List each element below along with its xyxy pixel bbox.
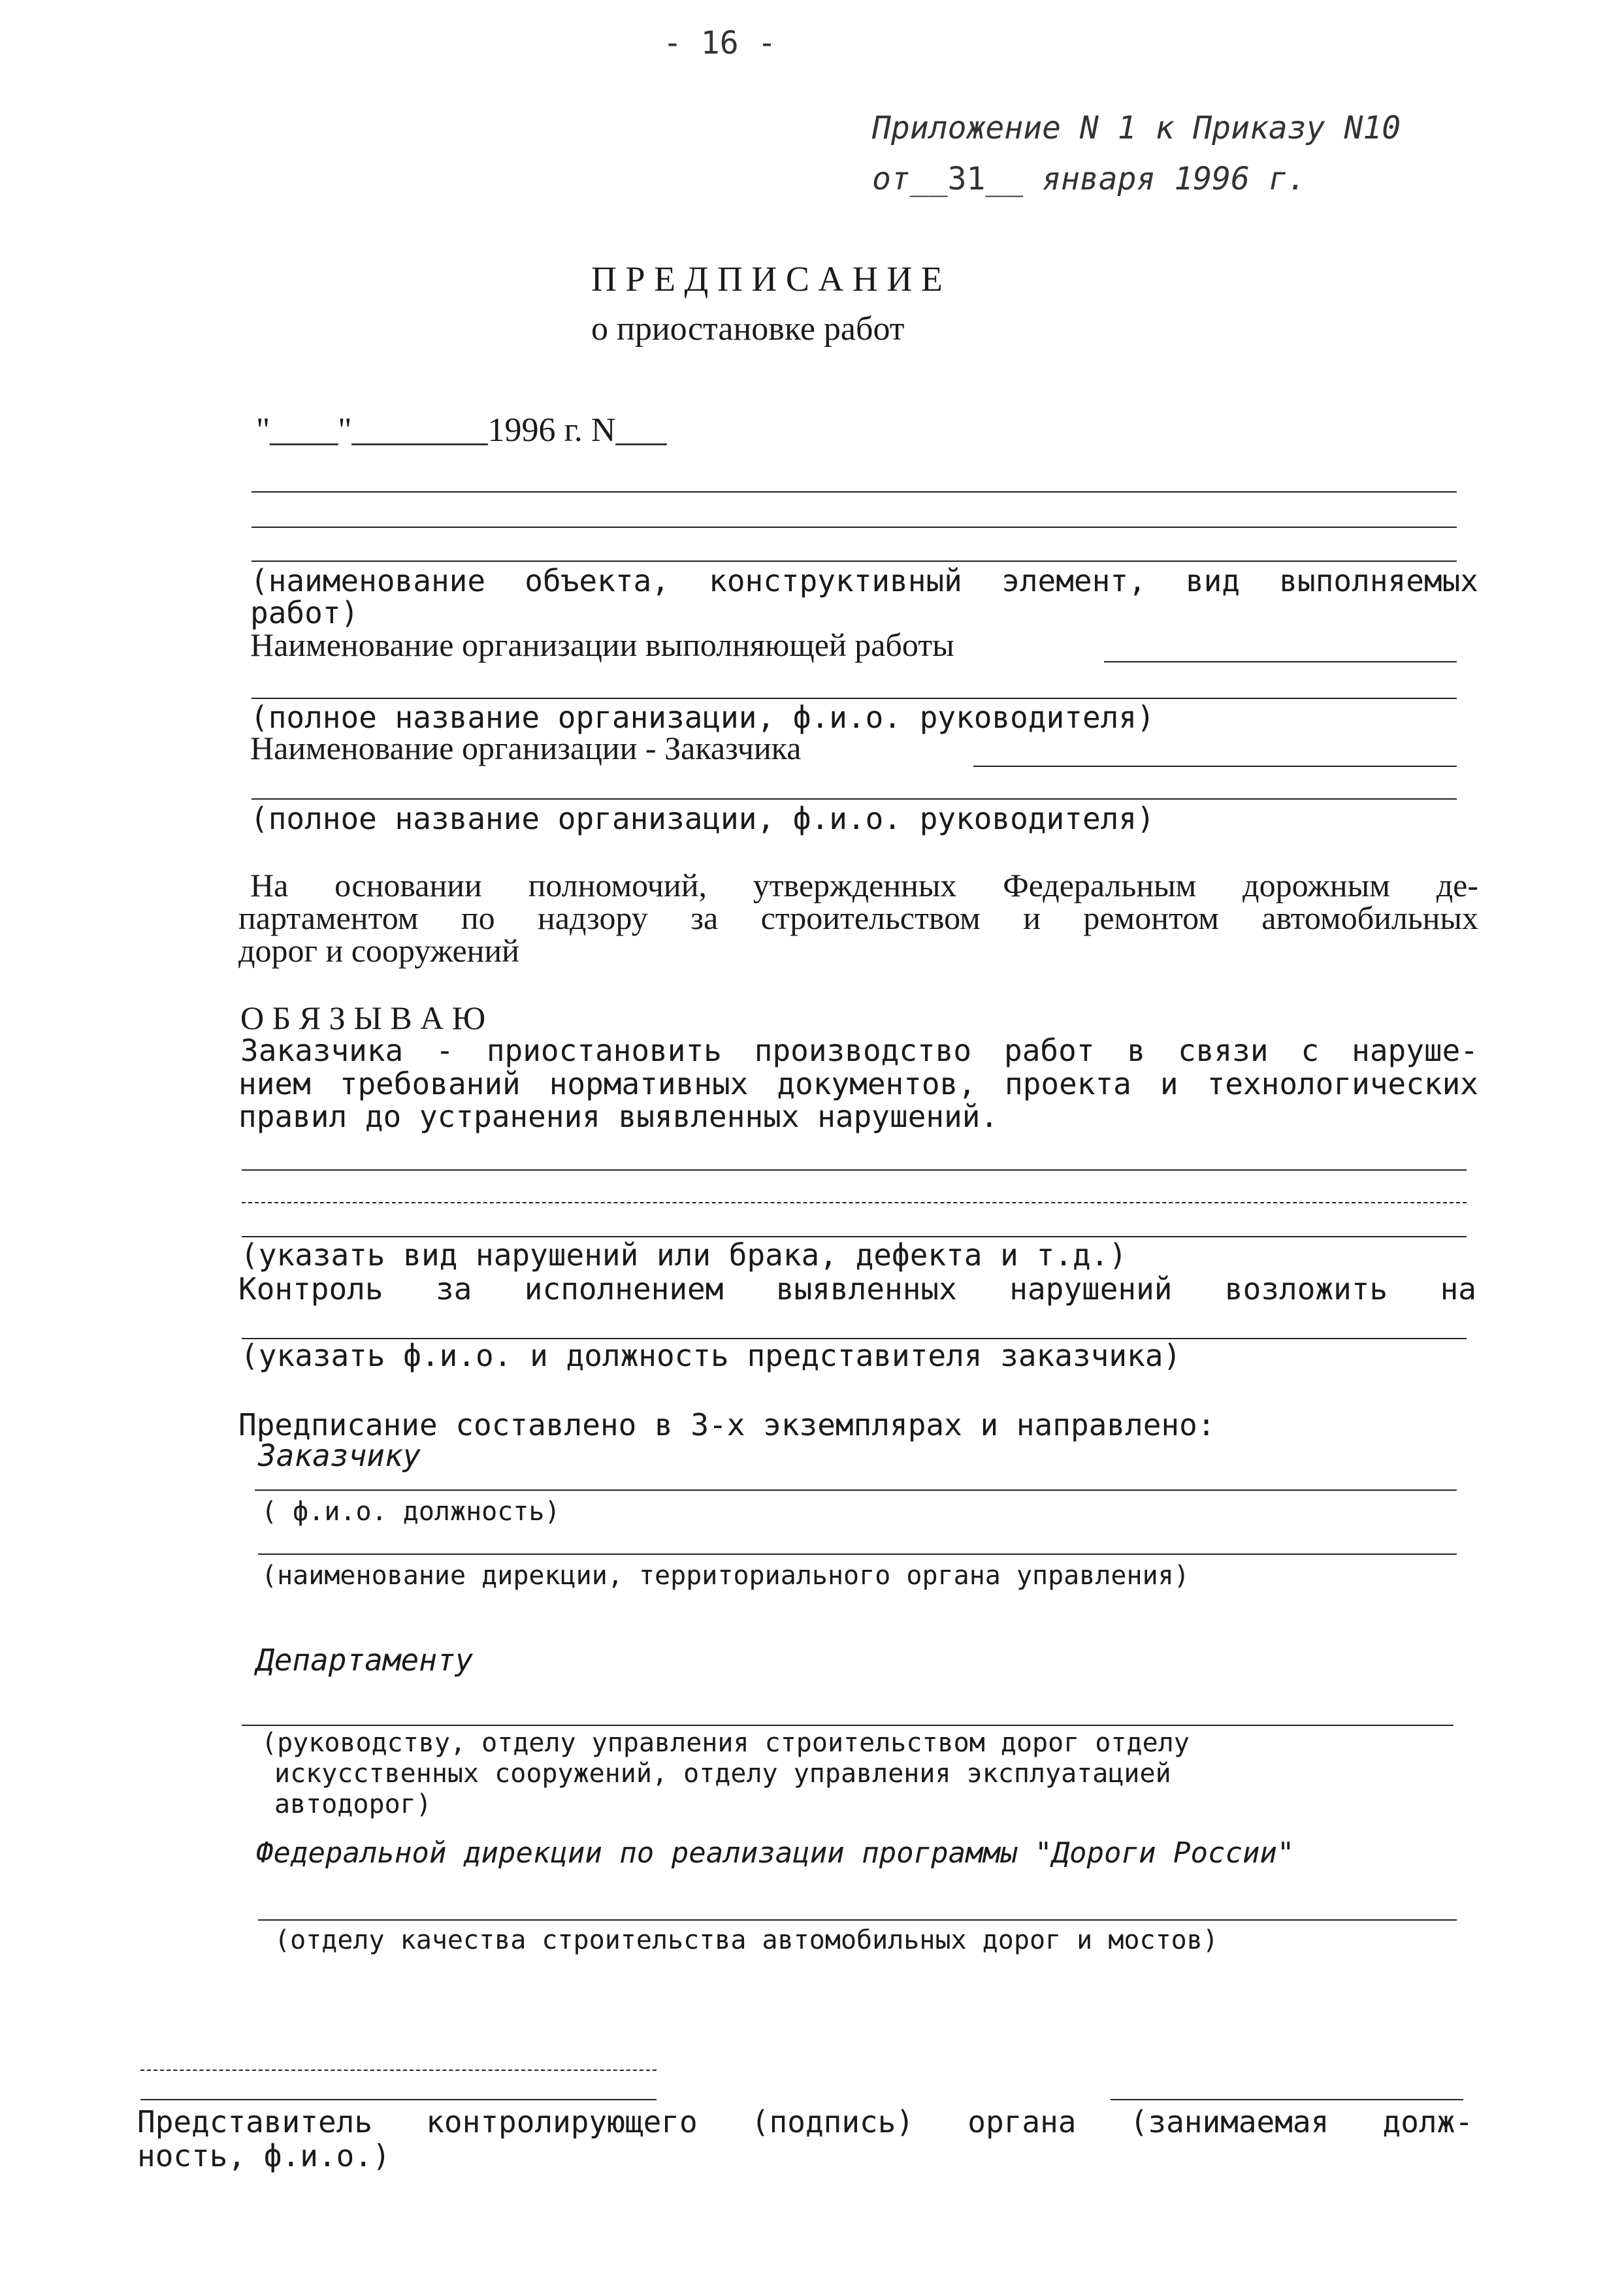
basis-line-1 [250, 869, 1478, 902]
control-line: Контроль за исполнением выявленных нарушений возложить на [238, 1271, 1476, 1307]
blank-line [252, 527, 1457, 528]
obligation-line-3: правил до устранения выявленных нарушений. [238, 1099, 999, 1134]
signature-caption-2: ность, ф.и.о.) [137, 2138, 391, 2173]
copies-line: Предписание составлено в 3-х экземплярах и направлено: [238, 1407, 1216, 1442]
violation-caption: (указать вид нарушений или брака, дефекта и т.д.) [240, 1237, 1128, 1273]
contractor-label: Наименование организации выполняющей работы [250, 626, 954, 663]
obligation-line-1: Заказчика - приостановить производство работ в связи с наруше- [240, 1033, 1478, 1068]
obligation-heading: О Б Я З Ы В А Ю [240, 1000, 486, 1036]
blank-line [242, 1169, 1467, 1171]
blank-line [252, 798, 1457, 800]
contractor-caption: (полное название организации, ф.и.о. руководителя) [250, 700, 1155, 735]
obligation-line-2: нием требований нормативных документов, проекта и технологических [238, 1066, 1478, 1101]
federal-directorate-handwritten: Федеральной дирекции по реализации программы "Дороги России" [256, 1836, 1295, 1870]
customer-label: Наименование организации - Заказчика [250, 730, 802, 766]
annex-date-day: 31 [947, 161, 986, 197]
representative-caption: (указать ф.и.о. и должность представителя заказчика) [240, 1338, 1182, 1373]
basis-line-3: дорог и сооружений [238, 932, 519, 969]
blank-line [242, 1725, 1453, 1726]
blank-line [258, 1553, 1457, 1555]
blank-line [252, 561, 1457, 562]
annex-date-prefix: от__ [872, 161, 948, 197]
object-caption: (наименование объекта, конструктивный элемент, вид выполняемых [250, 563, 1478, 598]
customer-caption: (полное название организации, ф.и.о. руководителя) [250, 801, 1155, 836]
object-caption-continuation: работ) [250, 595, 359, 630]
department-caption-1: (руководству, отделу управления строительством дорог отделу [261, 1728, 1190, 1758]
blank-line [242, 1202, 1467, 1203]
annex-date-suffix: __ января 1996 г. [985, 161, 1307, 197]
signature-line [140, 2099, 657, 2100]
department-caption-2: искусственных сооружений, отделу управления эксплуатацией [274, 1759, 1171, 1789]
directorate-caption: (наименование дирекции, территориального органа управления) [261, 1561, 1190, 1591]
department-caption-3: автодорог) [274, 1789, 432, 1819]
department-handwritten: Департаменту [256, 1642, 474, 1678]
blank-line [252, 491, 1457, 493]
document-subtitle: о приостановке работ [591, 310, 905, 348]
annex-date [872, 163, 1307, 195]
customer-handwritten: Заказчику [258, 1438, 421, 1473]
basis-text-1: На основании полномочий, утвержденных Федеральным дорожным де- [250, 867, 1478, 903]
blank-line [258, 1919, 1457, 1921]
document-title: П Р Е Д П И С А Н И Е [591, 259, 943, 299]
blank-line [1104, 661, 1457, 662]
signature-line [140, 2070, 657, 2071]
annex-reference: Приложение N 1 к Приказу N10 [872, 110, 1401, 146]
date-number-line: "____"________1996 г. N___ [256, 412, 667, 449]
blank-line [252, 698, 1457, 699]
signature-line [1111, 2099, 1463, 2100]
blank-line [255, 1489, 1457, 1491]
page-number: - 16 - [663, 25, 777, 61]
basis-line-2: партаментом по надзору за строительством и ремонтом автомобильных [238, 900, 1478, 936]
signature-caption-1: Представитель контролирующего (подпись) органа (занимаемая долж- [137, 2104, 1473, 2139]
fio-position-caption: ( ф.и.о. должность) [261, 1497, 560, 1527]
blank-line [973, 766, 1457, 767]
quality-caption: (отделу качества строительства автомобильных дорог и мостов) [274, 1925, 1218, 1955]
